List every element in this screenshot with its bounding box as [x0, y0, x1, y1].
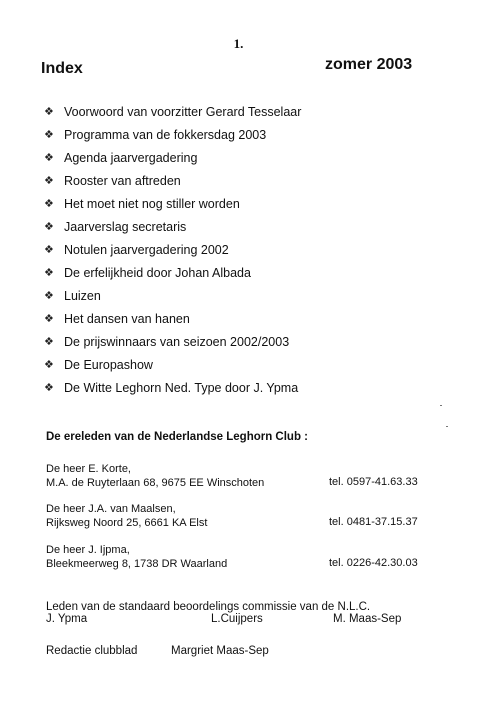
toc-item	[44, 377, 301, 400]
toc-item	[44, 239, 301, 262]
toc-item	[44, 354, 301, 377]
member-address: M.A. de Ruyterlaan 68, 9675 EE Winschoten	[46, 477, 265, 489]
diamond-cluster-icon: ❖	[44, 198, 54, 210]
member-name: De heer E. Korte,	[46, 463, 131, 475]
member-name: De heer J.A. van Maalsen,	[46, 503, 176, 515]
edition-label: zomer 2003	[325, 56, 413, 73]
diamond-cluster-icon: ❖	[44, 244, 54, 256]
toc-item-label: De Europashow	[64, 358, 153, 372]
toc-item	[44, 331, 301, 354]
member-phone: tel. 0481-37.15.37	[329, 516, 418, 528]
toc-item	[44, 193, 301, 216]
toc-item	[44, 170, 301, 193]
member-address: Rijksweg Noord 25, 6661 KA Elst	[46, 517, 208, 529]
scan-speck	[446, 426, 448, 427]
diamond-cluster-icon: ❖	[44, 336, 54, 348]
member-name: De heer J. Ijpma,	[46, 544, 130, 556]
member-phone: tel. 0597-41.63.33	[329, 476, 418, 488]
diamond-cluster-icon: ❖	[44, 221, 54, 233]
toc-item	[44, 262, 301, 285]
diamond-cluster-icon: ❖	[44, 313, 54, 325]
toc-item	[44, 147, 301, 170]
honor-member	[46, 462, 426, 490]
diamond-cluster-icon: ❖	[44, 382, 54, 394]
diamond-cluster-icon: ❖	[44, 106, 54, 118]
toc-item	[44, 124, 301, 147]
scan-speck	[440, 405, 442, 406]
diamond-cluster-icon: ❖	[44, 267, 54, 279]
toc-item-label: Jaarverslag secretaris	[64, 220, 187, 234]
toc-item-label: Agenda jaarvergadering	[64, 151, 198, 165]
editor-label: Redactie clubblad	[46, 645, 138, 657]
member-phone: tel. 0226-42.30.03	[329, 557, 418, 569]
committee-member: L.Cuijpers	[211, 613, 263, 625]
honor-member	[46, 502, 426, 530]
toc-item-label: De prijswinnaars van seizoen 2002/2003	[64, 335, 290, 349]
toc-item-label: De erfelijkheid door Johan Albada	[64, 266, 251, 280]
committee-heading: Leden van de standaard beoordelings commissie van de N.L.C.	[46, 601, 371, 613]
toc-item-label: Het dansen van hanen	[64, 312, 190, 326]
honor-members-heading: De ereleden van de Nederlandse Leghorn Club :	[46, 431, 309, 443]
toc-item-label: De Witte Leghorn Ned. Type door J. Ypma	[64, 381, 299, 395]
toc-item-label: Rooster van aftreden	[64, 174, 181, 188]
toc-item	[44, 285, 301, 308]
standards-committee	[46, 601, 446, 627]
toc-item-label: Voorwoord van voorzitter Gerard Tesselaar	[64, 105, 302, 119]
toc-item-label: Programma van de fokkersdag 2003	[64, 128, 267, 142]
committee-member: M. Maas-Sep	[333, 613, 402, 625]
page-title: Index	[41, 60, 83, 77]
committee-members	[46, 613, 446, 627]
diamond-cluster-icon: ❖	[44, 359, 54, 371]
diamond-cluster-icon: ❖	[44, 175, 54, 187]
committee-member: J. Ypma	[46, 613, 88, 625]
honor-member	[46, 543, 426, 571]
toc-item	[44, 101, 301, 124]
diamond-cluster-icon: ❖	[44, 290, 54, 302]
toc-item	[44, 308, 301, 331]
toc-item-label: Notulen jaarvergadering 2002	[64, 243, 229, 257]
diamond-cluster-icon: ❖	[44, 129, 54, 141]
toc-item	[44, 216, 301, 239]
toc-item-label: Het moet niet nog stiller worden	[64, 197, 240, 211]
toc-item-label: Luizen	[64, 289, 101, 303]
page-number: 1.	[233, 36, 244, 51]
member-address: Bleekmeerweg 8, 1738 DR Waarland	[46, 558, 228, 570]
table-of-contents	[44, 101, 301, 400]
diamond-cluster-icon: ❖	[44, 152, 54, 164]
editor-name: Margriet Maas-Sep	[171, 645, 269, 657]
